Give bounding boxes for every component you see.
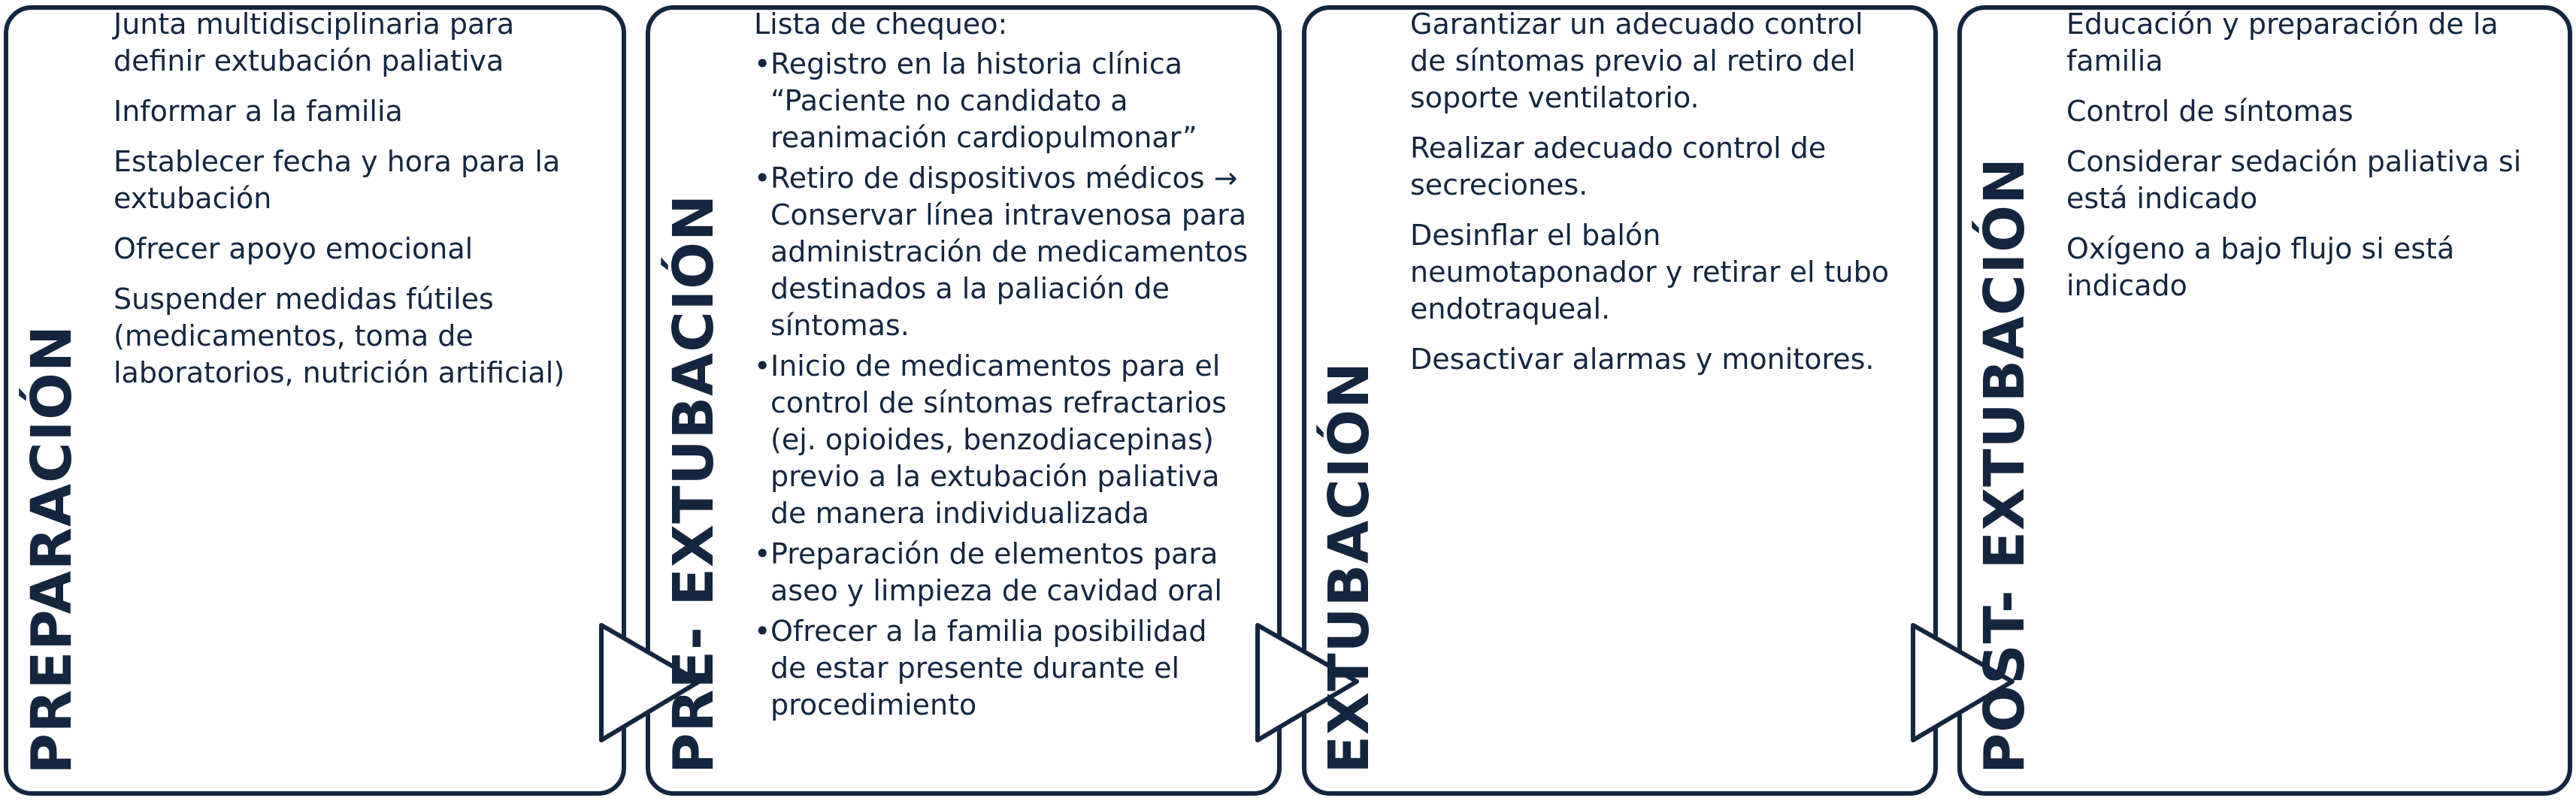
list-item: Garantizar un adecuado control de síntomas previo al retiro del soporte ventilatorio. <box>1410 8 1863 114</box>
list-item: Establecer fecha y hora para la extubación <box>114 145 561 215</box>
list-item: Desactivar alarmas y monitores. <box>1410 343 1875 376</box>
panel-body-preparacion <box>114 6 610 405</box>
panel-title-preparacion-text: PREPARACIÓN <box>20 324 84 774</box>
panel-title-post-extubacion-text: POST- EXTUBACIÓN <box>1972 156 2037 774</box>
panel-body-post-extubacion <box>2066 6 2547 318</box>
panel-title-extubacion <box>1315 23 1383 774</box>
checklist-item: • Inicio de medicamentos para el control de síntomas refractarios (ej. opioides, benzodiacepinas) previo a la extubación paliativa de manera individualizada <box>754 349 1227 530</box>
list-item: Educación y preparación de la familia <box>2066 8 2499 77</box>
panel-title-pre-extubacion-text: PRE- EXTUBACIÓN <box>661 194 726 774</box>
list-item: Desinflar el balón neumotaponador y retirar el tubo endotraqueal. <box>1410 219 1889 325</box>
checklist-item: • Preparación de elementos para aseo y limpieza de cavidad oral <box>754 537 1222 607</box>
list-item: Suspender medidas fútiles (medicamentos, toma de laboratorios, nutrición artificial) <box>114 283 565 389</box>
list-item: Junta multidisciplinaria para definir extubación paliativa <box>114 8 515 77</box>
bullet-icon: • <box>754 349 771 382</box>
list-item: Realizar adecuado control de secreciones. <box>1410 131 1827 201</box>
panel-title-preparacion <box>18 23 86 774</box>
checklist <box>754 46 1250 724</box>
bullet-icon: • <box>754 537 771 570</box>
list-item: Control de síntomas <box>2066 95 2354 128</box>
list-item: Oxígeno a bajo flujo si está indicado <box>2066 232 2455 302</box>
checklist-heading: Lista de chequeo: <box>754 8 1008 41</box>
checklist-item: • Ofrecer a la familia posibilidad de estar presente durante el procedimiento <box>754 615 1207 721</box>
list-item: Informar a la familia <box>114 95 403 128</box>
checklist-item: • Registro en la historia clínica “Paciente no candidato a reanimación cardiopulmonar” <box>754 47 1197 154</box>
list-item: Ofrecer apoyo emocional <box>114 232 474 265</box>
panel-title-post-extubacion <box>1971 23 2039 774</box>
panel-title-pre-extubacion <box>660 23 728 774</box>
panel-title-extubacion-text: EXTUBACIÓN <box>1317 361 1382 774</box>
panel-body-pre-extubacion <box>754 6 1250 727</box>
checklist-item: • Retiro de dispositivos médicos → Conservar línea intravenosa para administración de medicamentos destinados a la paliación de síntomas. <box>754 162 1249 342</box>
panel-body-extubacion <box>1410 6 1906 391</box>
bullet-icon: • <box>754 47 771 80</box>
list-item: Considerar sedación paliativa si está indicado <box>2066 145 2522 215</box>
bullet-icon: • <box>754 615 771 648</box>
bullet-icon: • <box>754 162 771 195</box>
